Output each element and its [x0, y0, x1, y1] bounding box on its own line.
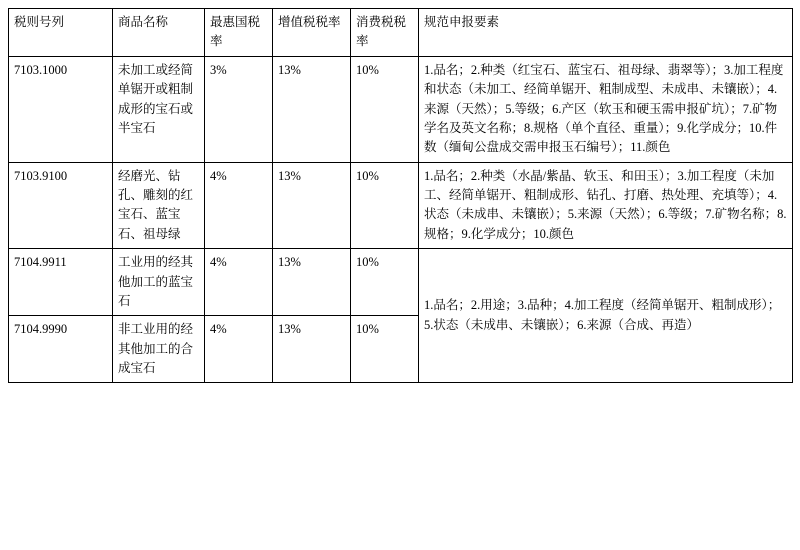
cell-consumption-rate: 10%: [351, 56, 419, 162]
column-header-mfn-rate: 最惠国税率: [205, 9, 273, 57]
cell-commodity-name: 未加工或经简单锯开或粗制成形的宝石或半宝石: [113, 56, 205, 162]
cell-consumption-rate: 10%: [351, 249, 419, 316]
column-header-commodity-name: 商品名称: [113, 9, 205, 57]
cell-commodity-name: 非工业用的经其他加工的合成宝石: [113, 316, 205, 383]
tariff-table: [8, 8, 793, 383]
cell-mfn-rate: 4%: [205, 316, 273, 383]
cell-vat-rate: 13%: [273, 56, 351, 162]
cell-tax-code: 7104.9911: [9, 249, 113, 316]
cell-commodity-name: 工业用的经其他加工的蓝宝石: [113, 249, 205, 316]
table-header-row: [9, 9, 793, 57]
cell-vat-rate: 13%: [273, 316, 351, 383]
cell-vat-rate: 13%: [273, 162, 351, 249]
cell-mfn-rate: 4%: [205, 249, 273, 316]
column-header-consumption-rate: 消费税税率: [351, 9, 419, 57]
cell-commodity-name: 经磨光、钻孔、雕刻的红宝石、蓝宝石、祖母绿: [113, 162, 205, 249]
cell-consumption-rate: 10%: [351, 162, 419, 249]
cell-tax-code: 7104.9990: [9, 316, 113, 383]
cell-declaration-requirements: 1.品名；2.种类（红宝石、蓝宝石、祖母绿、翡翠等）；3.加工程度和状态（未加工、经简单锯开、粗制成型、未成串、未镶嵌）；4.来源（天然）；5.等级；6.产区（软玉和硬玉需申报矿坑）；7.矿物学名及英文名称；8.规格（单个直径、重量）；9.化学成分；10.件数（缅甸公盘成交需申报玉石编号）；11.颜色: [419, 56, 793, 162]
cell-tax-code: 7103.1000: [9, 56, 113, 162]
table-row: [9, 249, 793, 316]
column-header-declaration-requirements: 规范申报要素: [419, 9, 793, 57]
cell-declaration-requirements: 1.品名；2.种类（水晶/紫晶、软玉、和田玉）；3.加工程度（未加工、经简单锯开、粗制成形、钻孔、打磨、热处理、充填等）；4.状态（未成串、未镶嵌）；5.来源（天然）；6.等级；7.矿物名称；8.规格；9.化学成分；10.颜色: [419, 162, 793, 249]
table-row: [9, 56, 793, 162]
cell-declaration-requirements-merged: 1.品名；2.用途；3.品种；4.加工程度（经简单锯开、粗制成形）；5.状态（未成串、未镶嵌）；6.来源（合成、再造）: [419, 249, 793, 383]
table-row: [9, 162, 793, 249]
cell-tax-code: 7103.9100: [9, 162, 113, 249]
column-header-tax-code: 税则号列: [9, 9, 113, 57]
cell-mfn-rate: 3%: [205, 56, 273, 162]
cell-vat-rate: 13%: [273, 249, 351, 316]
column-header-vat-rate: 增值税税率: [273, 9, 351, 57]
cell-mfn-rate: 4%: [205, 162, 273, 249]
cell-consumption-rate: 10%: [351, 316, 419, 383]
